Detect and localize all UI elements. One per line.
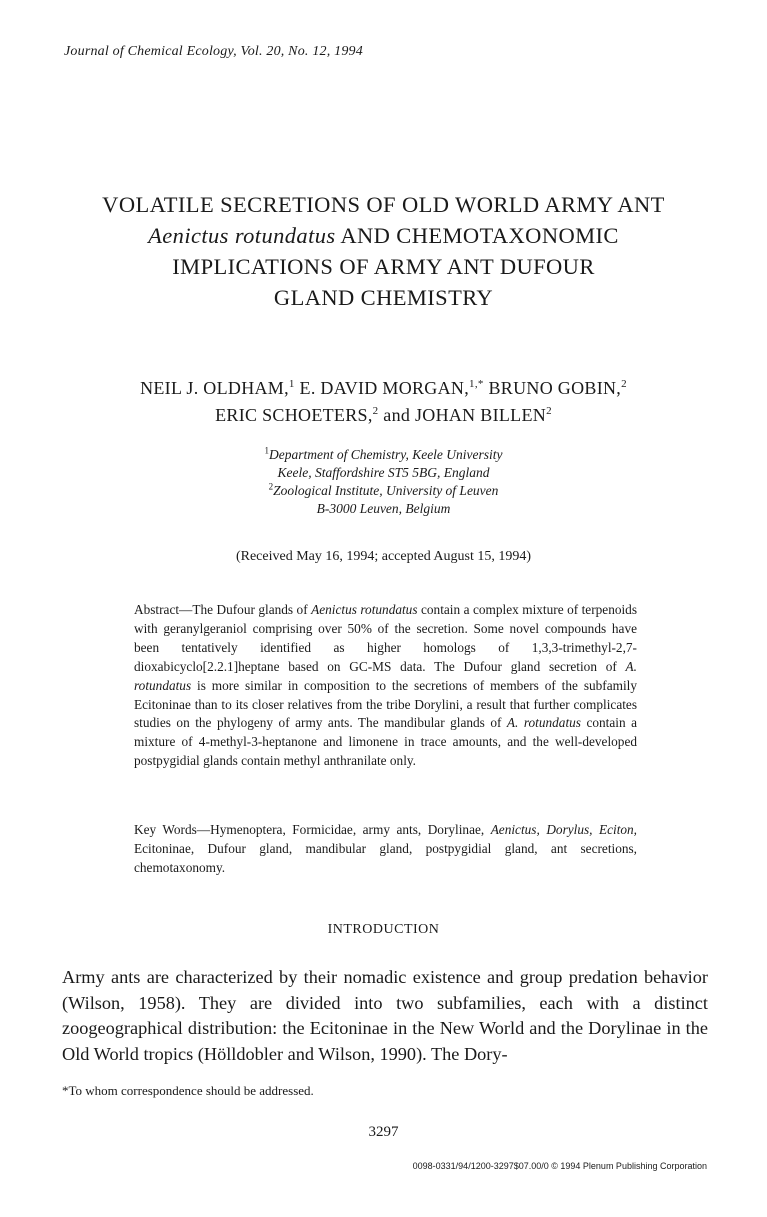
author-gobin-sup: 2 [621, 378, 627, 390]
affiliation-1-sup: 1 [264, 445, 269, 456]
title-line-1: VOLATILE SECRETIONS OF OLD WORLD ARMY ANT [102, 192, 665, 217]
page-number: 3297 [368, 1124, 399, 1140]
abstract-text-2: contain a complex mixture of terpenoids with geranylgeraniol comprising over 50% of the secretion. Some novel compounds have been tentatively identified as higher homologs of 1,3,3-trimethyl-2,7-dioxabicyclo[2.2.1]heptane based on GC-MS data. The Dufour gland secretion of [134, 602, 638, 674]
affiliation-2-text: Zoological Institute, University of Leuven [273, 483, 499, 498]
keywords-dash: — [196, 822, 211, 837]
affiliation-1-line-1 [40, 446, 727, 464]
author-list [40, 375, 727, 429]
author-morgan-sup: 1,* [469, 378, 484, 390]
title-species: Aenictus rotundatus [148, 223, 336, 248]
abstract-text-4: contain a mixture of 4-methyl-3-heptanone and limonene in trace amounts, and the well-developed postpygidial glands contain methyl anthranilate only. [134, 715, 637, 769]
abstract-species-2: A. rotundatus [134, 658, 637, 693]
abstract-species-3: A. rotundatus [506, 715, 581, 731]
affiliation-1-line-2: Keele, Staffordshire ST5 5BG, England [277, 465, 490, 480]
abstract [134, 601, 637, 771]
author-schoeters: ERIC SCHOETERS, [215, 405, 373, 425]
title-line-2-rest: AND CHEMOTAXONOMIC [335, 223, 619, 248]
article-title [40, 189, 727, 313]
title-line-3: IMPLICATIONS OF ARMY ANT DUFOUR [172, 254, 595, 279]
authors-line-2 [40, 402, 727, 429]
author-oldham-sup: 1 [288, 378, 295, 390]
abstract-text-3: is more similar in composition to the secretions of members of the subfamily Ecitoninae than to its closer relatives from the tribe Dorylini, a result that further complicates studies on the phylogeny of army ants. The mandibular glands of [134, 677, 637, 731]
journal-header: Journal of Chemical Ecology, Vol. 20, No. 12, 1994 [64, 44, 363, 59]
abstract-label: Abstract [134, 602, 180, 617]
introduction-heading: INTRODUCTION [327, 922, 440, 937]
affiliation-1-text: Department of Chemistry, Keele University [268, 447, 503, 462]
abstract-species-1: Aenictus rotundatus [311, 602, 418, 617]
keywords-genus-2: Dorylus, Eciton, [546, 822, 638, 837]
author-billen-sup: 2 [546, 405, 552, 417]
introduction-paragraph: Army ants are characterized by their nomadic existence and group predation behavior (Wilson, 1958). They are divided into two subfamilies, each with a distinct zoogeographical distribution: the Ecitoninae in the New World and the Dorylinae in the Old World tropics (Hölldobler and Wilson, 1990). The Dory- [62, 967, 708, 1064]
authors-line-1 [40, 375, 727, 402]
author-gobin: BRUNO GOBIN, [488, 378, 622, 398]
author-schoeters-sup: 2 [372, 405, 379, 417]
keywords-text-2: Ecitoninae, Dufour gland, mandibular gland, postpygidial gland, ant secretions, chemotaxonomy. [134, 840, 637, 875]
key-words [134, 821, 637, 878]
affiliation-2-line-1 [40, 482, 727, 500]
title-line-2 [40, 220, 727, 251]
keywords-label: Key Words [134, 822, 197, 837]
author-billen: and JOHAN BILLEN [383, 405, 547, 425]
keywords-text-1: Hymenoptera, Formicidae, army ants, Dorylinae, [210, 822, 491, 837]
author-morgan: E. DAVID MORGAN, [299, 378, 470, 398]
copyright-line: 0098-0331/94/1200-3297$07.00/0 © 1994 Plenum Publishing Corporation [412, 1161, 707, 1171]
abstract-text-1: The Dufour glands of [192, 602, 312, 617]
title-line-4: GLAND CHEMISTRY [273, 285, 494, 310]
affiliations [40, 446, 727, 518]
affiliation-2-line-2: B-3000 Leuven, Belgium [316, 501, 451, 516]
author-oldham: NEIL J. OLDHAM, [140, 378, 289, 398]
received-dates: (Received May 16, 1994; accepted August 15, 1994) [235, 549, 532, 564]
affiliation-2-sup: 2 [268, 481, 274, 492]
abstract-dash: — [179, 602, 193, 617]
footnote: *To whom correspondence should be addressed. [62, 1083, 314, 1098]
keywords-genus-1: Aenictus, [490, 822, 540, 837]
